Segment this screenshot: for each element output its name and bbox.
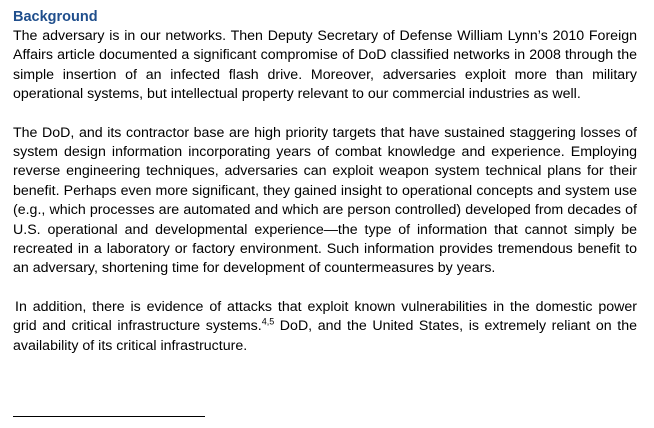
section-heading: Background [13,9,98,25]
footnote-reference: 4,5 [261,316,275,327]
footnote-separator [13,416,205,417]
paragraph-3-text-after: DoD, and the United States, is extremely reliant on the availability of its critical infrastructure. [13,318,637,354]
paragraph-1: The adversary is in our networks. Then Deputy Secretary of Defense William Lynn’s 2010 Foreign Affairs article documented a significant compromise of DoD classified networks in 2008 through the simple insertion of an infected flash drive. Moreover, adversaries exploit more than military operational systems, but intellectual property relevant to our commercial industries as well. [13,28,637,103]
paragraph-2: The DoD, and its contractor base are high priority targets that have sustained staggering losses of system design information incorporating years of combat knowledge and experience. Employing reverse engineering techniques, adversaries can exploit weapon system technical plans for their benefit. Perhaps even more significant, they gained insight to operational concepts and system use (e.g., which processes are automated and which are person controlled) developed from decades of U.S. operational and developmental experience—the type of information that cannot simply be recreated in a laboratory or factory environment. Such information provides tremendous benefit to an adversary, shortening time for development of countermeasures by years. [13,124,637,277]
document-body [13,8,637,356]
paragraph-3 [13,298,637,356]
paragraph-3-text-before: In addition, there is evidence of attacks that exploit known vulnerabilities in the domestic power grid and critical infrastructure systems. [13,298,637,335]
